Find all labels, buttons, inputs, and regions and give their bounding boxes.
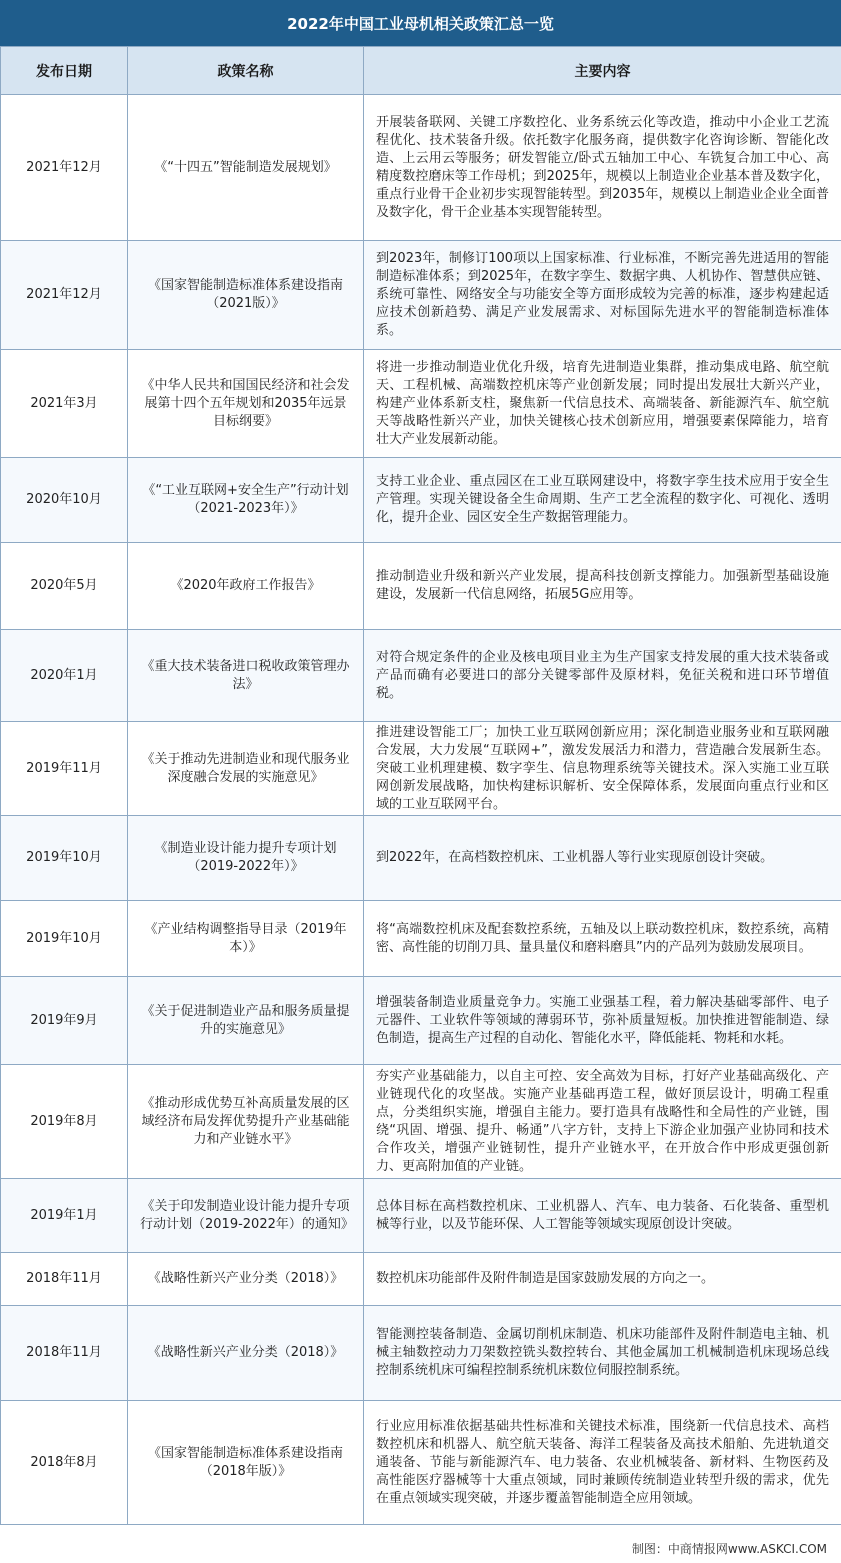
row-content: 到2023年，制修订100项以上国家标准、行业标准，不断完善先进适用的智能制造标准体系；到2025年，在数字孪生、数据字典、人机协作、智慧供应链、系统可靠性、网络安全与功能安全等方面形成较为完善的标准，逐步构建起适应技术创新趋势、满足产业发展需求、对标国际先进水平的智能制造标准体系。 [364,241,841,350]
table-row [1,1253,841,1306]
table-row [1,458,841,543]
row-policy-name: 《中华人民共和国国民经济和社会发展第十四个五年规划和2035年远景目标纲要》 [128,350,364,458]
table-row [1,241,841,350]
row-content: 数控机床功能部件及附件制造是国家鼓励发展的方向之一。 [364,1253,841,1306]
row-date: 2018年8月 [1,1401,128,1525]
table-row [1,95,841,241]
row-content: 将进一步推动制造业优化升级，培育先进制造业集群，推动集成电路、航空航天、工程机械、高端数控机床等产业创新发展；同时提出发展壮大新兴产业，构建产业体系新支柱，聚焦新一代信息技术、高端装备、新能源汽车、航空航天等战略性新兴产业，加快关键核心技术创新应用，增强要素保障能力，培育壮大产业发展新动能。 [364,350,841,458]
row-content: 行业应用标准依据基础共性标准和关键技术标准，围绕新一代信息技术、高档数控机床和机器人、航空航天装备、海洋工程装备及高技术船舶、先进轨道交通装备、节能与新能源汽车、电力装备、农业机械装备、新材料、生物医药及高性能医疗器械等十大重点领域，同时兼顾传统制造业转型升级的需求，优先在重点领域实现突破，并逐步覆盖智能制造全应用领域。 [364,1401,841,1525]
row-content: 夯实产业基础能力，以自主可控、安全高效为目标，打好产业基础高级化、产业链现代化的攻坚战。实施产业基础再造工程，做好顶层设计，明确工程重点，分类组织实施，增强自主能力。要打造具有战略性和全局性的产业链，围绕“巩固、增强、提升、畅通”八字方针，支持上下游企业加强产业协同和技术合作攻关，增强产业链韧性，提升产业链水平，在开放合作中形成更强创新力、更高附加值的产业链。 [364,1065,841,1179]
row-policy-name: 《2020年政府工作报告》 [128,543,364,630]
table-row [1,901,841,977]
row-content: 增强装备制造业质量竞争力。实施工业强基工程，着力解决基础零部件、电子元器件、工业软件等领域的薄弱环节，弥补质量短板。加快推进智能制造、绿色制造，提高生产过程的自动化、智能化水平，降低能耗、物耗和水耗。 [364,977,841,1065]
row-policy-name: 《战略性新兴产业分类（2018）》 [128,1253,364,1306]
table-row [1,543,841,630]
row-date: 2018年11月 [1,1306,128,1401]
row-policy-name: 《战略性新兴产业分类（2018）》 [128,1306,364,1401]
row-date: 2021年12月 [1,241,128,350]
row-date: 2019年10月 [1,816,128,901]
row-date: 2020年10月 [1,458,128,543]
table-row [1,1401,841,1525]
table-row [1,630,841,722]
row-policy-name: 《推动形成优势互补高质量发展的区域经济布局发挥优势提升产业基础能力和产业链水平》 [128,1065,364,1179]
header-content: 主要内容 [364,47,841,95]
row-content: 开展装备联网、关键工序数控化、业务系统云化等改造，推动中小企业工艺流程优化、技术装备升级。依托数字化服务商，提供数字化咨询诊断、智能化改造、上云用云等服务；研发智能立/卧式五轴加工中心、车铣复合加工中心、高精度数控磨床等工作母机；到2025年，规模以上制造业企业基本普及数字化，重点行业骨干企业初步实现智能转型。到2035年，规模以上制造业企业全面普及数字化，骨干企业基本实现智能转型。 [364,95,841,241]
row-date: 2021年3月 [1,350,128,458]
row-policy-name: 《制造业设计能力提升专项计划（2019-2022年）》 [128,816,364,901]
row-date: 2019年9月 [1,977,128,1065]
row-policy-name: 《关于印发制造业设计能力提升专项行动计划（2019-2022年）的通知》 [128,1179,364,1253]
row-date: 2019年10月 [1,901,128,977]
row-policy-name: 《“工业互联网+安全生产”行动计划（2021-2023年）》 [128,458,364,543]
table-row [1,977,841,1065]
row-content: 对符合规定条件的企业及核电项目业主为生产国家支持发展的重大技术装备或产品而确有必要进口的部分关键零部件及原材料，免征关税和进口环节增值税。 [364,630,841,722]
row-policy-name: 《国家智能制造标准体系建设指南（2018年版）》 [128,1401,364,1525]
row-policy-name: 《产业结构调整指导目录（2019年本）》 [128,901,364,977]
policy-table [0,46,841,1525]
row-content: 推动制造业升级和新兴产业发展，提高科技创新支撑能力。加强新型基础设施建设，发展新一代信息网络，拓展5G应用等。 [364,543,841,630]
row-date: 2021年12月 [1,95,128,241]
row-date: 2019年1月 [1,1179,128,1253]
row-content: 总体目标在高档数控机床、工业机器人、汽车、电力装备、石化装备、重型机械等行业，以及节能环保、人工智能等领域实现原创设计突破。 [364,1179,841,1253]
table-row [1,350,841,458]
row-date: 2019年11月 [1,722,128,816]
table-body [1,95,841,1525]
row-content: 推进建设智能工厂；加快工业互联网创新应用；深化制造业服务业和互联网融合发展，大力发展“互联网+”，激发发展活力和潜力，营造融合发展新生态。突破工业机理建模、数字孪生、信息物理系统等关键技术。深入实施工业互联网创新发展战略，加快构建标识解析、安全保障体系，发展面向重点行业和区域的工业互联网平台。 [364,722,841,816]
page-title: 2022年中国工业母机相关政策汇总一览 [0,0,841,46]
row-content: 将“高端数控机床及配套数控系统，五轴及以上联动数控机床，数控系统，高精密、高性能的切削刀具、量具量仪和磨料磨具”内的产品列为鼓励发展项目。 [364,901,841,977]
row-date: 2020年5月 [1,543,128,630]
table-row [1,1179,841,1253]
row-content: 智能测控装备制造、金属切削机床制造、机床功能部件及附件制造电主轴、机械主轴数控动力刀架数控铣头数控转台、其他金属加工机械制造机床现场总线控制系统机床可编程控制系统机床数位伺服控制系统。 [364,1306,841,1401]
header-date: 发布日期 [1,47,128,95]
row-date: 2018年11月 [1,1253,128,1306]
table-row [1,816,841,901]
table-header-row [1,47,841,95]
row-policy-name: 《关于推动先进制造业和现代服务业深度融合发展的实施意见》 [128,722,364,816]
row-content: 到2022年，在高档数控机床、工业机器人等行业实现原创设计突破。 [364,816,841,901]
row-policy-name: 《国家智能制造标准体系建设指南（2021版）》 [128,241,364,350]
row-policy-name: 《重大技术装备进口税收政策管理办法》 [128,630,364,722]
row-policy-name: 《关于促进制造业产品和服务质量提升的实施意见》 [128,977,364,1065]
table-row [1,1306,841,1401]
table-row [1,1065,841,1179]
row-policy-name: 《“十四五”智能制造发展规划》 [128,95,364,241]
row-content: 支持工业企业、重点园区在工业互联网建设中，将数字孪生技术应用于安全生产管理。实现关键设备全生命周期、生产工艺全流程的数字化、可视化、透明化，提升企业、园区安全生产数据管理能力。 [364,458,841,543]
row-date: 2020年1月 [1,630,128,722]
table-row [1,722,841,816]
source-credit: 制图：中商情报网www.ASKCI.COM [631,1542,827,1556]
row-date: 2019年8月 [1,1065,128,1179]
header-name: 政策名称 [128,47,364,95]
